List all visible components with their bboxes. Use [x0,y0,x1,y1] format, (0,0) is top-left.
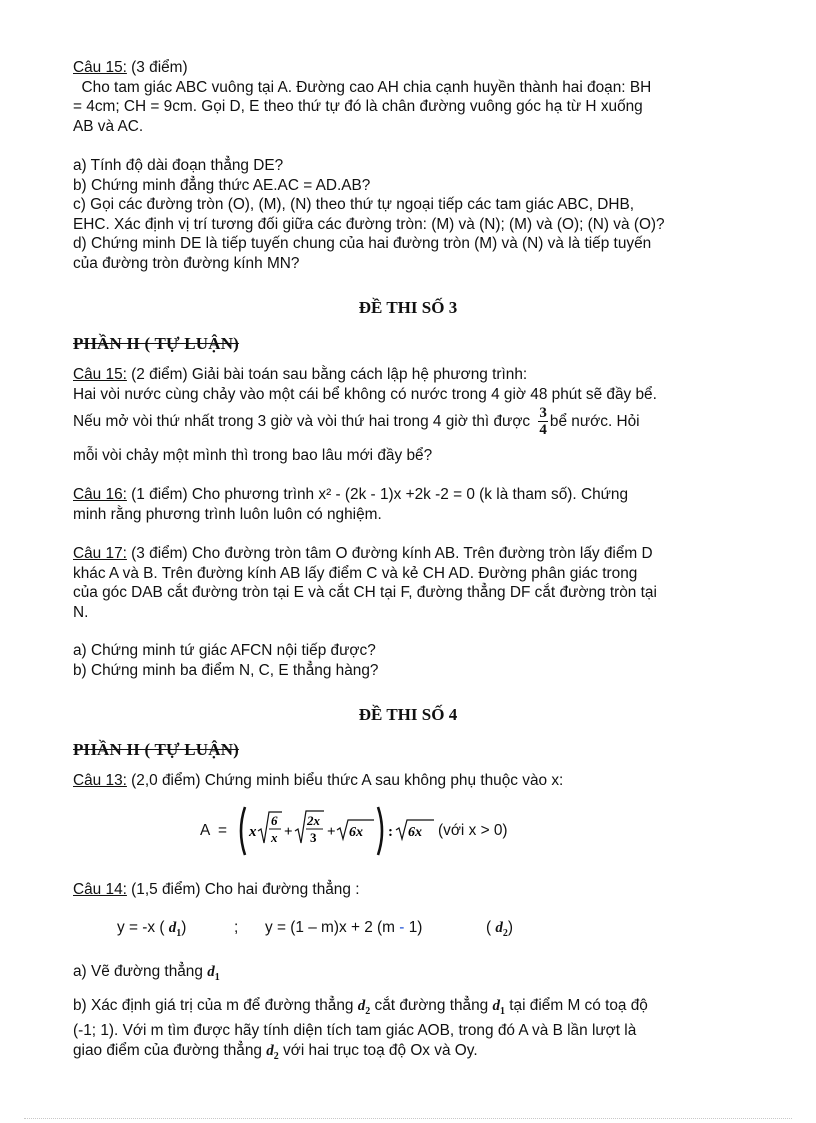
expr-x: x [249,824,257,840]
fraction-numerator: 3 [539,405,547,422]
section-heading: PHẦN II ( TỰ LUẬN) [73,740,240,759]
question-points: (3 điểm) [126,59,188,76]
question-label: Câu 16: [73,486,127,503]
question-part: của đường tròn đường kính MN? [73,254,300,272]
division-sign: : [388,824,393,840]
line-symbol-subscript: 2 [273,1050,279,1062]
equation-text: ) [507,919,514,936]
question-label: Câu 17: [73,545,127,562]
plus-sign: + [327,824,336,840]
question-15-exam3 [73,365,763,404]
question-part: b) Xác định giá trị của m để đường thẳng [73,996,358,1014]
question-text: (2 điểm) Giải bài toán sau bằng cách lập hệ phương trình: [126,366,528,383]
section-heading: PHẦN II ( TỰ LUẬN) [73,334,240,353]
question-part: a) Chứng minh tứ giác AFCN nội tiếp được? [73,642,376,659]
line-symbol [168,920,182,939]
expr-sqrt-6x: 6x [408,825,422,840]
expr-sqrt-num: 2x [307,813,320,828]
equation-d1 [117,919,186,939]
equation-text: y = (1 – m)x + 2 (m [265,919,400,936]
question-text: (1,5 điểm) Cho hai đường thẳng : [126,881,360,898]
expression-svg [236,803,446,859]
line-symbol-d: d [207,964,215,980]
line-symbol [492,997,506,1017]
line-symbol-d: d [168,920,177,936]
paragraph-line: khác A và B. Trên đường kính AB lấy điểm C và kẻ CH AD. Đường phân giác trong [73,564,638,582]
line-symbol [495,920,508,939]
plus-sign: + [284,824,293,840]
question-15-last-line [73,446,763,466]
paragraph-line: AB và AC. [73,117,144,135]
paragraph-line: minh rằng phương trình luôn luôn có nghiệm. [73,505,382,523]
radical-sign [258,812,282,843]
page-bottom-rule [24,1118,792,1119]
question-part: b) Chứng minh đẳng thức AE.AC = AD.AB? [73,176,371,194]
exam-title: ĐỀ THI SỐ 3 [358,298,458,317]
equation-d2 [265,919,422,937]
expression-condition: (với x > 0) [438,822,508,839]
line-symbol [207,964,220,983]
fraction [538,405,548,438]
question-17-block [73,544,763,622]
question-part: a) Vẽ đường thẳng [73,963,208,980]
left-paren [241,807,245,855]
expr-sqrt-den: 3 [310,830,317,845]
line-symbol-d: d [357,997,366,1014]
question-text: (2,0 điểm) Chứng minh biểu thức A sau không phụ thuộc vào x: [126,772,564,789]
question-label: Câu 13: [73,772,127,789]
paragraph-line: mỗi vòi chảy một mình thì trong bao lâu mới đầy bể? [73,447,433,464]
question-14-block [73,880,763,900]
paragraph-line: bể nước. Hỏi [549,413,640,430]
line-symbol-d: d [495,920,503,936]
paragraph-line: N. [73,603,89,621]
question-part: với hai trục toạ độ Ox và Oy. [278,1041,478,1059]
line-symbol [266,1042,279,1062]
equation-text: 1) [404,919,423,936]
question-13-block [73,771,763,791]
question-label: Câu 15: [73,59,127,76]
paragraph-line: Nếu mở vòi thứ nhất trong 3 giờ và vòi thứ hai trong 4 giờ thì được [73,413,535,430]
question-16-block [73,485,763,524]
line-symbol-subscript: 2 [502,928,508,939]
question-part: cắt đường thẳng [370,996,493,1014]
paragraph-line: Cho tam giác ABC vuông tại A. Đường cao AH chia cạnh huyền thành hai đoạn: BH [73,78,652,96]
question-15-fraction-line [73,405,763,439]
question-text: (1 điểm) Cho phương trình x² - (2k - 1)x +2k -2 = 0 (k là tham số). Chứng [126,486,629,503]
question-part: tại điểm M có toạ độ [505,996,648,1014]
line-symbol-subscript: 1 [214,972,220,983]
question-label: Câu 15: [73,366,127,383]
equation-d2-label [486,919,513,939]
paragraph-line: = 4cm; CH = 9cm. Gọi D, E theo thứ tự đó là chân đường vuông góc hạ từ H xuống [73,98,643,116]
exam-title: ĐỀ THI SỐ 4 [358,705,458,724]
right-paren [378,807,382,855]
question-17-parts [73,641,763,680]
equation-minus: - [399,919,405,936]
line-symbol [357,997,371,1017]
question-part: d) Chứng minh DE là tiếp tuyến chung của hai đường tròn (M) và (N) và là tiếp tuyến [73,235,652,253]
equation-text: ) [181,919,187,936]
question-part: giao điểm của đường thẳng [73,1041,267,1059]
expr-sqrt-6x: 6x [349,825,363,840]
equation-text: y = -x ( [117,919,165,936]
question-14-parts [73,962,763,1066]
line-symbol-subscript: 1 [500,1005,505,1017]
question-label: Câu 14: [73,881,127,898]
math-expression [200,803,530,859]
paragraph-line: Hai vòi nước cùng chảy vào một cái bể không có nước trong 4 giờ 48 phút sẽ đầy bể. [73,385,657,403]
line-symbol-d: d [492,997,500,1014]
equation-separator: ; [234,919,239,936]
question-part: b) Chứng minh ba điểm N, C, E thẳng hàng? [73,661,379,679]
question-part: c) Gọi các đường tròn (O), (M), (N) theo thứ tự ngoại tiếp các tam giác ABC, DHB, [73,196,635,214]
line-symbol-subscript: 1 [176,928,182,939]
expression-lhs: A = [200,822,227,839]
question-part: EHC. Xác định vị trí tương đối giữa các đường tròn: (M) và (N); (M) và (O); (N) và (O)? [73,215,665,233]
paragraph-line: của góc DAB cắt đường tròn tại E và cắt CH tại F, đường thẳng DF cắt đường tròn tại [73,584,657,602]
fraction-denominator: 4 [539,422,547,439]
question-15-block [73,58,763,274]
equation-text: ( [486,919,492,936]
question-part: a) Tính độ dài đoạn thẳng DE? [73,156,284,174]
expr-sqrt-num: 6 [271,813,278,828]
line-symbol-subscript: 2 [365,1005,371,1017]
question-part: (-1; 1). Với m tìm được hãy tính diện tích tam giác AOB, trong đó A và B lần lượt là [73,1022,637,1040]
expr-sqrt-den: x [271,830,278,845]
line-symbol-d: d [266,1042,274,1059]
question-text: (3 điểm) Cho đường tròn tâm O đường kính AB. Trên đường tròn lấy điểm D [126,545,653,562]
